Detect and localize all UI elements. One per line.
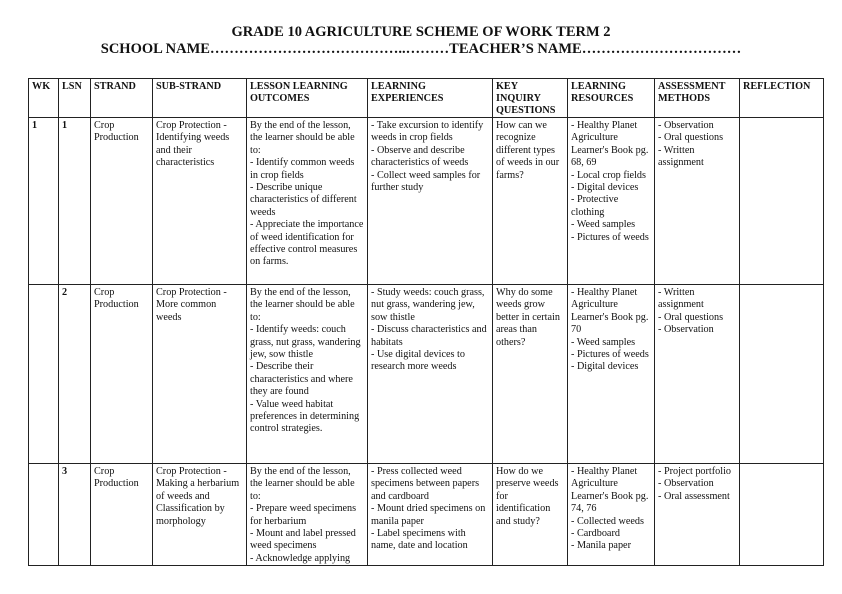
header-resources: LEARNING RESOURCES [568, 79, 655, 118]
cell-resources: - Healthy Planet Agriculture Learner's Book pg. 74, 76 - Collected weeds - Cardboard - Manila paper [568, 464, 655, 566]
header-experiences: LEARNING EXPERIENCES [368, 79, 493, 118]
cell-wk: 1 [29, 118, 59, 285]
cell-outcomes: By the end of the lesson, the learner should be able to: - Identify common weeds in crop fields - Describe unique characteristics of different weeds - Appreciate the importance of weed identification for effective control measures on farms. [247, 118, 368, 285]
cell-sub-strand: Crop Protection - Making a herbarium of weeds and Classification by morphology [153, 464, 247, 566]
cell-experiences: - Press collected weed specimens between papers and cardboard - Mount dried specimens on manila paper - Label specimens with name, date and location [368, 464, 493, 566]
table-row [29, 285, 824, 464]
cell-wk [29, 285, 59, 464]
cell-strand: Crop Production [91, 285, 153, 464]
cell-sub-strand: Crop Protection - Identifying weeds and their characteristics [153, 118, 247, 285]
table-row [29, 118, 824, 285]
cell-experiences: - Take excursion to identify weeds in crop fields - Observe and describe characteristics of weeds - Collect weed samples for further study [368, 118, 493, 285]
scheme-of-work-table [28, 78, 824, 566]
cell-reflection [740, 118, 824, 285]
header-sub-strand: SUB-STRAND [153, 79, 247, 118]
table-header-row [29, 79, 824, 118]
header-outcomes: LESSON LEARNING OUTCOMES [247, 79, 368, 118]
header-lsn: LSN [59, 79, 91, 118]
cell-wk [29, 464, 59, 566]
school-teacher-line: SCHOOL NAME…………………………………..………TEACHER’S NAME…………………………… [100, 41, 742, 57]
cell-reflection [740, 285, 824, 464]
header-questions: KEY INQUIRY QUESTIONS [493, 79, 568, 118]
cell-sub-strand: Crop Protection - More common weeds [153, 285, 247, 464]
cell-strand: Crop Production [91, 118, 153, 285]
cell-lsn: 2 [59, 285, 91, 464]
cell-assessment: - Written assignment - Oral questions - Observation [655, 285, 740, 464]
cell-strand: Crop Production [91, 464, 153, 566]
cell-assessment: - Project portfolio - Observation - Oral assessment [655, 464, 740, 566]
header-strand: STRAND [91, 79, 153, 118]
cell-experiences: - Study weeds: couch grass, nut grass, wandering jew, sow thistle - Discuss characteristics and habitats - Use digital devices to research more weeds [368, 285, 493, 464]
table-row [29, 464, 824, 566]
cell-resources: - Healthy Planet Agriculture Learner's Book pg. 68, 69 - Local crop fields - Digital devices - Protective clothing - Weed samples - Pictures of weeds [568, 118, 655, 285]
cell-assessment: - Observation - Oral questions - Written assignment [655, 118, 740, 285]
cell-resources: - Healthy Planet Agriculture Learner's Book pg. 70 - Weed samples - Pictures of weeds - Digital devices [568, 285, 655, 464]
header-assessment: ASSESSMENT METHODS [655, 79, 740, 118]
cell-questions: Why do some weeds grow better in certain areas than others? [493, 285, 568, 464]
cell-lsn: 1 [59, 118, 91, 285]
header-reflection: REFLECTION [740, 79, 824, 118]
cell-outcomes: By the end of the lesson, the learner should be able to: - Identify weeds: couch grass, nut grass, wandering jew, sow thistle - Describe their characteristics and where they are found - Value weed habitat preferences in determining control strategies. [247, 285, 368, 464]
cell-reflection [740, 464, 824, 566]
header-wk: WK [29, 79, 59, 118]
cell-questions: How do we preserve weeds for identification and study? [493, 464, 568, 566]
cell-questions: How can we recognize different types of weeds in our farms? [493, 118, 568, 285]
document-title: GRADE 10 AGRICULTURE SCHEME OF WORK TERM 2 [231, 24, 611, 40]
cell-outcomes: By the end of the lesson, the learner should be able to: - Prepare weed specimens for herbarium - Mount and label pressed weed specimens - Acknowledge applying [247, 464, 368, 566]
cell-lsn: 3 [59, 464, 91, 566]
